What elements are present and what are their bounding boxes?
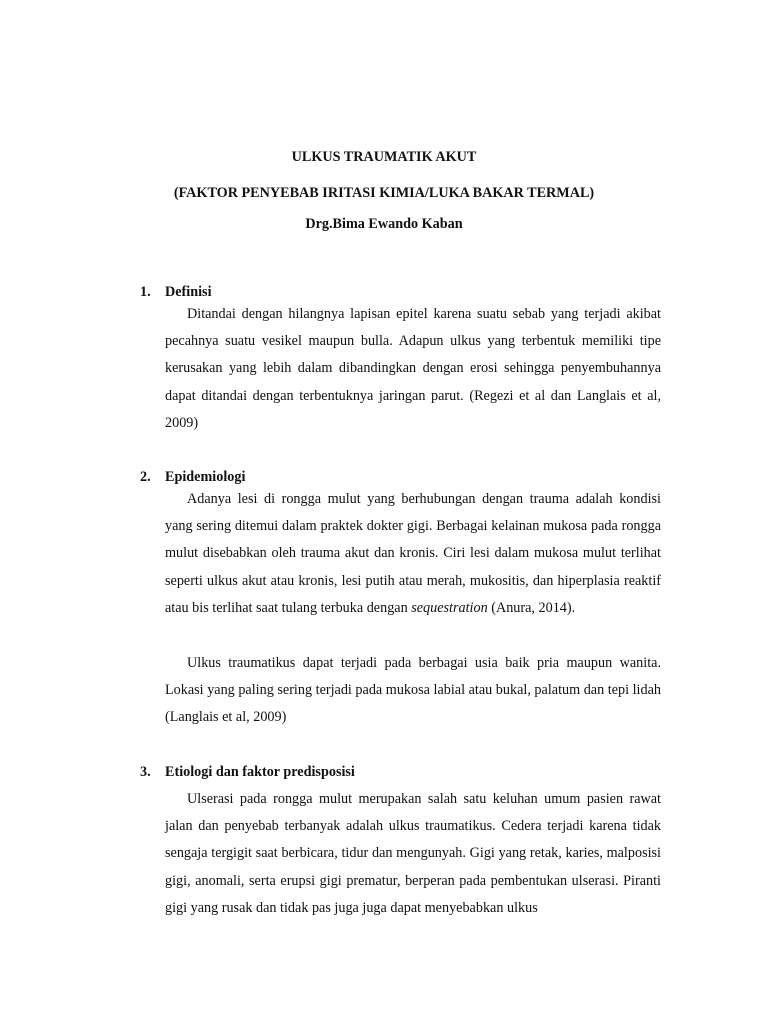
- section-heading-etiologi: [140, 763, 355, 781]
- section-number: 2.: [140, 469, 151, 485]
- section-number: 1.: [140, 284, 151, 300]
- document-author: Drg.Bima Ewando Kaban: [305, 216, 463, 232]
- section-heading-definisi: [140, 283, 212, 301]
- paragraph-text: (Anura, 2014).: [487, 599, 576, 616]
- document-title: ULKUS TRAUMATIK AKUT: [291, 149, 477, 165]
- paragraph-definisi: Ditandai dengan hilangnya lapisan epitel karena suatu sebab yang terjadi akibat pecahnya suatu vesikel maupun bulla. Adapun ulkus yang terbentuk memiliki tipe kerusakan yang lebih dalam dibandingkan dengan erosi sehingga penyembuhannya dapat ditandai dengan terbentuknya jaringan parut. (Regezi et al dan Langlais et al, 2009): [165, 306, 661, 431]
- italic-term: sequestration: [411, 599, 488, 616]
- section-title: Etiologi dan faktor predisposisi: [165, 764, 355, 780]
- paragraph-etiologi: Ulserasi pada rongga mulut merupakan salah satu keluhan umum pasien rawat jalan dan penyebab terbanyak adalah ulkus traumatikus. Cedera terjadi karena tidak sengaja tergigit saat berbicara, tidur dan mengunyah. Gigi yang retak, karies, malposisi gigi, anomali, serta erupsi gigi prematur, berperan pada pembentukan ulserasi. Piranti gigi yang rusak dan tidak pas juga juga dapat menyebabkan ulkus: [165, 791, 661, 916]
- section-heading-epidemiologi: [140, 468, 245, 486]
- paragraph-text: Adanya lesi di rongga mulut yang berhubungan dengan trauma adalah kondisi yang sering ditemui dalam praktek dokter gigi. Berbagai kelainan mukosa pada rongga mulut disebabkan oleh trauma akut dan kronis. Ciri lesi dalam mukosa mulut terlihat seperti ulkus akut atau kronis, lesi putih atau merah, mukositis, dan hiperplasia reaktif atau bis terlihat saat tulang terbuka dengan: [165, 491, 661, 616]
- section-number: 3.: [140, 764, 151, 780]
- section-title: Epidemiologi: [165, 469, 246, 485]
- section-title: Definisi: [165, 284, 212, 300]
- paragraph-epidemiologi-1: [165, 486, 661, 622]
- paragraph-epidemiologi-2: Ulkus traumatikus dapat terjadi pada berbagai usia baik pria maupun wanita. Lokasi yang paling sering terjadi pada mukosa labial atau bukal, palatum dan tepi lidah (Langlais et al, 2009): [165, 655, 661, 726]
- document-subtitle: (FAKTOR PENYEBAB IRITASI KIMIA/LUKA BAKAR TERMAL): [173, 185, 595, 201]
